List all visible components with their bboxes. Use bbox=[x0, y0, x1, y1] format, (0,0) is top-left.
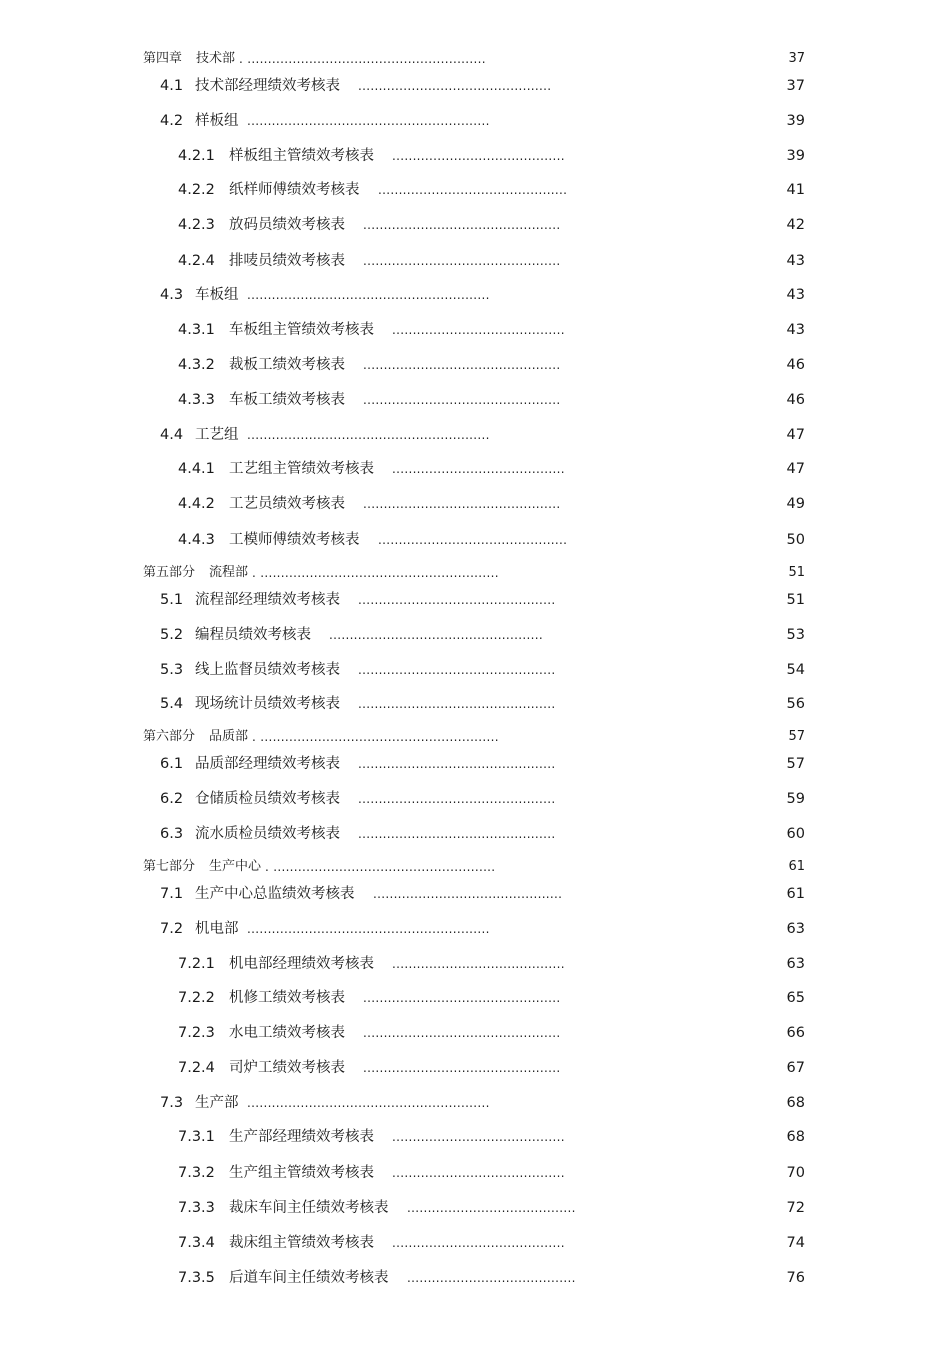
toc-entry[interactable] bbox=[0, 75, 950, 97]
toc-leader-dots: ................................................ bbox=[358, 792, 556, 806]
toc-entry[interactable] bbox=[0, 1022, 950, 1044]
toc-page-number: 68 bbox=[786, 1095, 805, 1111]
toc-leader-dots: . .......................................................... bbox=[252, 566, 499, 580]
toc-leader-dots: ................................................ bbox=[363, 1026, 561, 1040]
toc-entry[interactable] bbox=[0, 987, 950, 1009]
toc-entry[interactable] bbox=[0, 1162, 950, 1184]
toc-entry-number: 第七部分 bbox=[143, 859, 196, 874]
toc-page-number: 46 bbox=[786, 392, 805, 408]
toc-entry-number: 第五部分 bbox=[143, 565, 196, 580]
toc-page-number: 68 bbox=[786, 1129, 805, 1145]
toc-entry-number: 7.3.4 bbox=[178, 1235, 215, 1251]
toc-entry-number: 4.3.3 bbox=[178, 392, 215, 408]
toc-leader-dots: ................................................ bbox=[363, 991, 561, 1005]
toc-leader-dots: .......................................... bbox=[392, 1130, 565, 1144]
toc-entry[interactable] bbox=[0, 354, 950, 376]
toc-leader-dots: .......................................... bbox=[392, 323, 565, 337]
toc-page-number: 49 bbox=[786, 496, 805, 512]
toc-leader-dots: .............................................. bbox=[373, 887, 563, 901]
toc-leader-dots: . .......................................................... bbox=[239, 52, 486, 66]
toc-leader-dots: ............................................... bbox=[358, 79, 552, 93]
toc-leader-dots: ................................................ bbox=[358, 827, 556, 841]
toc-leader-dots: . ...................................................... bbox=[265, 860, 496, 874]
toc-page-number: 47 bbox=[786, 427, 805, 443]
toc-page-number: 47 bbox=[786, 461, 805, 477]
toc-page-number: 57 bbox=[786, 756, 805, 772]
toc-entry-number: 4.3 bbox=[160, 287, 184, 303]
toc-entry-number: 7.2.4 bbox=[178, 1060, 215, 1076]
toc-page-number: 74 bbox=[786, 1235, 805, 1251]
toc-entry[interactable] bbox=[0, 179, 950, 201]
toc-entry[interactable] bbox=[0, 284, 950, 306]
toc-entry-number: 4.3.2 bbox=[178, 357, 215, 373]
toc-entry-number: 5.3 bbox=[160, 662, 184, 678]
toc-entry-number: 4.3.1 bbox=[178, 322, 215, 338]
toc-entry[interactable] bbox=[0, 389, 950, 411]
toc-leader-dots: ......................................... bbox=[407, 1271, 576, 1285]
toc-leader-dots: . .......................................................... bbox=[252, 730, 499, 744]
toc-entry-number: 4.2.2 bbox=[178, 182, 215, 198]
toc-entry-number: 5.4 bbox=[160, 696, 184, 712]
toc-entry-title: 水电工绩效考核表 bbox=[229, 1025, 345, 1041]
toc-entry[interactable] bbox=[0, 214, 950, 236]
toc-page-number: 67 bbox=[786, 1060, 805, 1076]
toc-entry-title: 工艺员绩效考核表 bbox=[229, 496, 345, 512]
toc-leader-dots: .......................................... bbox=[392, 957, 565, 971]
toc-entry-number: 7.3 bbox=[160, 1095, 184, 1111]
toc-entry-title: 样板组主管绩效考核表 bbox=[229, 148, 374, 164]
toc-leader-dots: ........................................................... bbox=[247, 1096, 490, 1110]
toc-entry-number: 4.2.4 bbox=[178, 253, 215, 269]
toc-entry-title: 机电部经理绩效考核表 bbox=[229, 956, 374, 972]
toc-entry-title: 工艺组主管绩效考核表 bbox=[229, 461, 374, 477]
toc-entry-number: 7.2.2 bbox=[178, 990, 215, 1006]
toc-entry[interactable] bbox=[0, 424, 950, 446]
toc-entry-title: 流水质检员绩效考核表 bbox=[195, 826, 340, 842]
toc-leader-dots: .......................................... bbox=[392, 462, 565, 476]
toc-page-number: 72 bbox=[786, 1200, 805, 1216]
toc-entry-title: 仓储质检员绩效考核表 bbox=[195, 791, 340, 807]
toc-entry[interactable] bbox=[0, 1057, 950, 1079]
toc-entry-title: 流程部经理绩效考核表 bbox=[195, 592, 340, 608]
toc-entry-title: 生产中心总监绩效考核表 bbox=[195, 886, 355, 902]
toc-entry[interactable] bbox=[0, 624, 950, 646]
toc-entry-number: 7.3.3 bbox=[178, 1200, 215, 1216]
toc-entry-number: 7.2.3 bbox=[178, 1025, 215, 1041]
toc-entry-title: 车板组主管绩效考核表 bbox=[229, 322, 374, 338]
toc-entry-number: 7.3.1 bbox=[178, 1129, 215, 1145]
toc-leader-dots: ........................................................... bbox=[247, 922, 490, 936]
toc-page-number: 54 bbox=[786, 662, 805, 678]
toc-entry-number: 第六部分 bbox=[143, 729, 196, 744]
toc-entry-title: 车板工绩效考核表 bbox=[229, 392, 345, 408]
toc-entry-title: 样板组 bbox=[195, 113, 239, 129]
toc-page-number: 63 bbox=[786, 956, 805, 972]
toc-entry-title: 技术部经理绩效考核表 bbox=[195, 78, 340, 94]
toc-page-number: 50 bbox=[786, 532, 805, 548]
toc-leader-dots: ................................................ bbox=[363, 254, 561, 268]
toc-entry[interactable] bbox=[0, 953, 950, 975]
toc-entry-number: 7.3.5 bbox=[178, 1270, 215, 1286]
toc-chapter-entry[interactable] bbox=[0, 48, 950, 70]
toc-entry-title: 生产中心 bbox=[209, 859, 262, 874]
toc-entry[interactable] bbox=[0, 493, 950, 515]
toc-page-number: 37 bbox=[788, 51, 805, 66]
toc-entry-number: 第四章 bbox=[143, 51, 183, 66]
toc-entry-number: 7.1 bbox=[160, 886, 184, 902]
toc-entry[interactable] bbox=[0, 1197, 950, 1219]
toc-entry-title: 生产组主管绩效考核表 bbox=[229, 1165, 374, 1181]
toc-entry-title: 放码员绩效考核表 bbox=[229, 217, 345, 233]
toc-leader-dots: ................................................ bbox=[358, 593, 556, 607]
toc-chapter-entry[interactable] bbox=[0, 562, 950, 584]
toc-entry-title: 生产部 bbox=[195, 1095, 239, 1111]
toc-entry-number: 4.1 bbox=[160, 78, 184, 94]
toc-entry-number: 5.1 bbox=[160, 592, 184, 608]
toc-leader-dots: .......................................... bbox=[392, 149, 565, 163]
toc-page-number: 60 bbox=[786, 826, 805, 842]
toc-entry-number: 4.2.3 bbox=[178, 217, 215, 233]
toc-entry-number: 4.4.1 bbox=[178, 461, 215, 477]
toc-entry-number: 6.3 bbox=[160, 826, 184, 842]
toc-entry[interactable] bbox=[0, 110, 950, 132]
toc-entry[interactable] bbox=[0, 250, 950, 272]
toc-entry-title: 纸样师傅绩效考核表 bbox=[229, 182, 360, 198]
toc-leader-dots: .......................................... bbox=[392, 1236, 565, 1250]
toc-entry[interactable] bbox=[0, 659, 950, 681]
toc-entry-title: 品质部 bbox=[209, 729, 249, 744]
toc-entry-title: 后道车间主任绩效考核表 bbox=[229, 1270, 389, 1286]
toc-page-number: 65 bbox=[786, 990, 805, 1006]
toc-entry-title: 排唛员绩效考核表 bbox=[229, 253, 345, 269]
toc-leader-dots: .............................................. bbox=[378, 183, 568, 197]
toc-leader-dots: .............................................. bbox=[378, 533, 568, 547]
toc-entry-title: 现场统计员绩效考核表 bbox=[195, 696, 340, 712]
toc-page-number: 43 bbox=[786, 253, 805, 269]
toc-entry[interactable] bbox=[0, 1126, 950, 1148]
toc-entry-title: 裁板工绩效考核表 bbox=[229, 357, 345, 373]
toc-page-number: 43 bbox=[786, 287, 805, 303]
toc-entry-title: 裁床车间主任绩效考核表 bbox=[229, 1200, 389, 1216]
toc-page-number: 43 bbox=[786, 322, 805, 338]
toc-entry-title: 编程员绩效考核表 bbox=[195, 627, 311, 643]
toc-leader-dots: ......................................... bbox=[407, 1201, 576, 1215]
toc-leader-dots: .................................................... bbox=[329, 628, 543, 642]
toc-entry[interactable] bbox=[0, 145, 950, 167]
toc-entry-number: 7.2.1 bbox=[178, 956, 215, 972]
toc-entry-title: 机电部 bbox=[195, 921, 239, 937]
toc-leader-dots: ................................................ bbox=[363, 218, 561, 232]
toc-leader-dots: ................................................ bbox=[363, 358, 561, 372]
toc-leader-dots: ................................................ bbox=[358, 663, 556, 677]
toc-entry-number: 6.1 bbox=[160, 756, 184, 772]
toc-page-number: 53 bbox=[786, 627, 805, 643]
toc-page-number: 57 bbox=[788, 729, 805, 744]
toc-entry-number: 4.2.1 bbox=[178, 148, 215, 164]
toc-entry-number: 7.3.2 bbox=[178, 1165, 215, 1181]
toc-leader-dots: ........................................................... bbox=[247, 288, 490, 302]
toc-page-number: 39 bbox=[786, 113, 805, 129]
toc-leader-dots: ................................................ bbox=[363, 497, 561, 511]
toc-entry-number: 4.4.3 bbox=[178, 532, 215, 548]
toc-page-number: 39 bbox=[786, 148, 805, 164]
toc-page-number: 42 bbox=[786, 217, 805, 233]
toc-page-number: 76 bbox=[786, 1270, 805, 1286]
toc-page-number: 61 bbox=[788, 859, 805, 874]
toc-entry[interactable] bbox=[0, 753, 950, 775]
toc-entry[interactable] bbox=[0, 458, 950, 480]
toc-leader-dots: ................................................ bbox=[363, 393, 561, 407]
toc-entry[interactable] bbox=[0, 1232, 950, 1254]
toc-page-number: 46 bbox=[786, 357, 805, 373]
toc-entry-number: 6.2 bbox=[160, 791, 184, 807]
toc-entry[interactable] bbox=[0, 1267, 950, 1289]
toc-entry-number: 7.2 bbox=[160, 921, 184, 937]
toc-page-number: 51 bbox=[788, 565, 805, 580]
toc-leader-dots: .......................................... bbox=[392, 1166, 565, 1180]
toc-leader-dots: ........................................................... bbox=[247, 114, 490, 128]
toc-page-number: 37 bbox=[786, 78, 805, 94]
toc-page-number: 66 bbox=[786, 1025, 805, 1041]
toc-entry-title: 生产部经理绩效考核表 bbox=[229, 1129, 374, 1145]
toc-page-number: 59 bbox=[786, 791, 805, 807]
toc-page-number: 51 bbox=[786, 592, 805, 608]
toc-entry-title: 裁床组主管绩效考核表 bbox=[229, 1235, 374, 1251]
toc-entry[interactable] bbox=[0, 589, 950, 611]
toc-leader-dots: ................................................ bbox=[358, 757, 556, 771]
toc-chapter-entry[interactable] bbox=[0, 726, 950, 748]
toc-leader-dots: ................................................ bbox=[363, 1061, 561, 1075]
toc-leader-dots: ................................................ bbox=[358, 697, 556, 711]
toc-leader-dots: ........................................................... bbox=[247, 428, 490, 442]
toc-entry[interactable] bbox=[0, 883, 950, 905]
toc-entry[interactable] bbox=[0, 1092, 950, 1114]
toc-entry-title: 流程部 bbox=[209, 565, 249, 580]
toc-entry-title: 机修工绩效考核表 bbox=[229, 990, 345, 1006]
toc-entry-title: 车板组 bbox=[195, 287, 239, 303]
toc-entry[interactable] bbox=[0, 788, 950, 810]
toc-entry[interactable] bbox=[0, 918, 950, 940]
toc-page-number: 61 bbox=[786, 886, 805, 902]
toc-entry[interactable] bbox=[0, 693, 950, 715]
toc-entry-title: 司炉工绩效考核表 bbox=[229, 1060, 345, 1076]
toc-entry[interactable] bbox=[0, 529, 950, 551]
toc-page-number: 63 bbox=[786, 921, 805, 937]
toc-page-number: 70 bbox=[786, 1165, 805, 1181]
toc-entry-number: 4.2 bbox=[160, 113, 184, 129]
toc-entry-title: 品质部经理绩效考核表 bbox=[195, 756, 340, 772]
toc-entry-title: 工艺组 bbox=[195, 427, 239, 443]
toc-entry-title: 技术部 bbox=[196, 51, 236, 66]
toc-entry-title: 线上监督员绩效考核表 bbox=[195, 662, 340, 678]
toc-page-number: 56 bbox=[786, 696, 805, 712]
toc-chapter-entry[interactable] bbox=[0, 856, 950, 878]
toc-entry-number: 5.2 bbox=[160, 627, 184, 643]
toc-entry[interactable] bbox=[0, 319, 950, 341]
toc-entry-number: 4.4.2 bbox=[178, 496, 215, 512]
toc-entry-title: 工模师傅绩效考核表 bbox=[229, 532, 360, 548]
toc-entry[interactable] bbox=[0, 823, 950, 845]
toc-page-number: 41 bbox=[786, 182, 805, 198]
toc-entry-number: 4.4 bbox=[160, 427, 184, 443]
